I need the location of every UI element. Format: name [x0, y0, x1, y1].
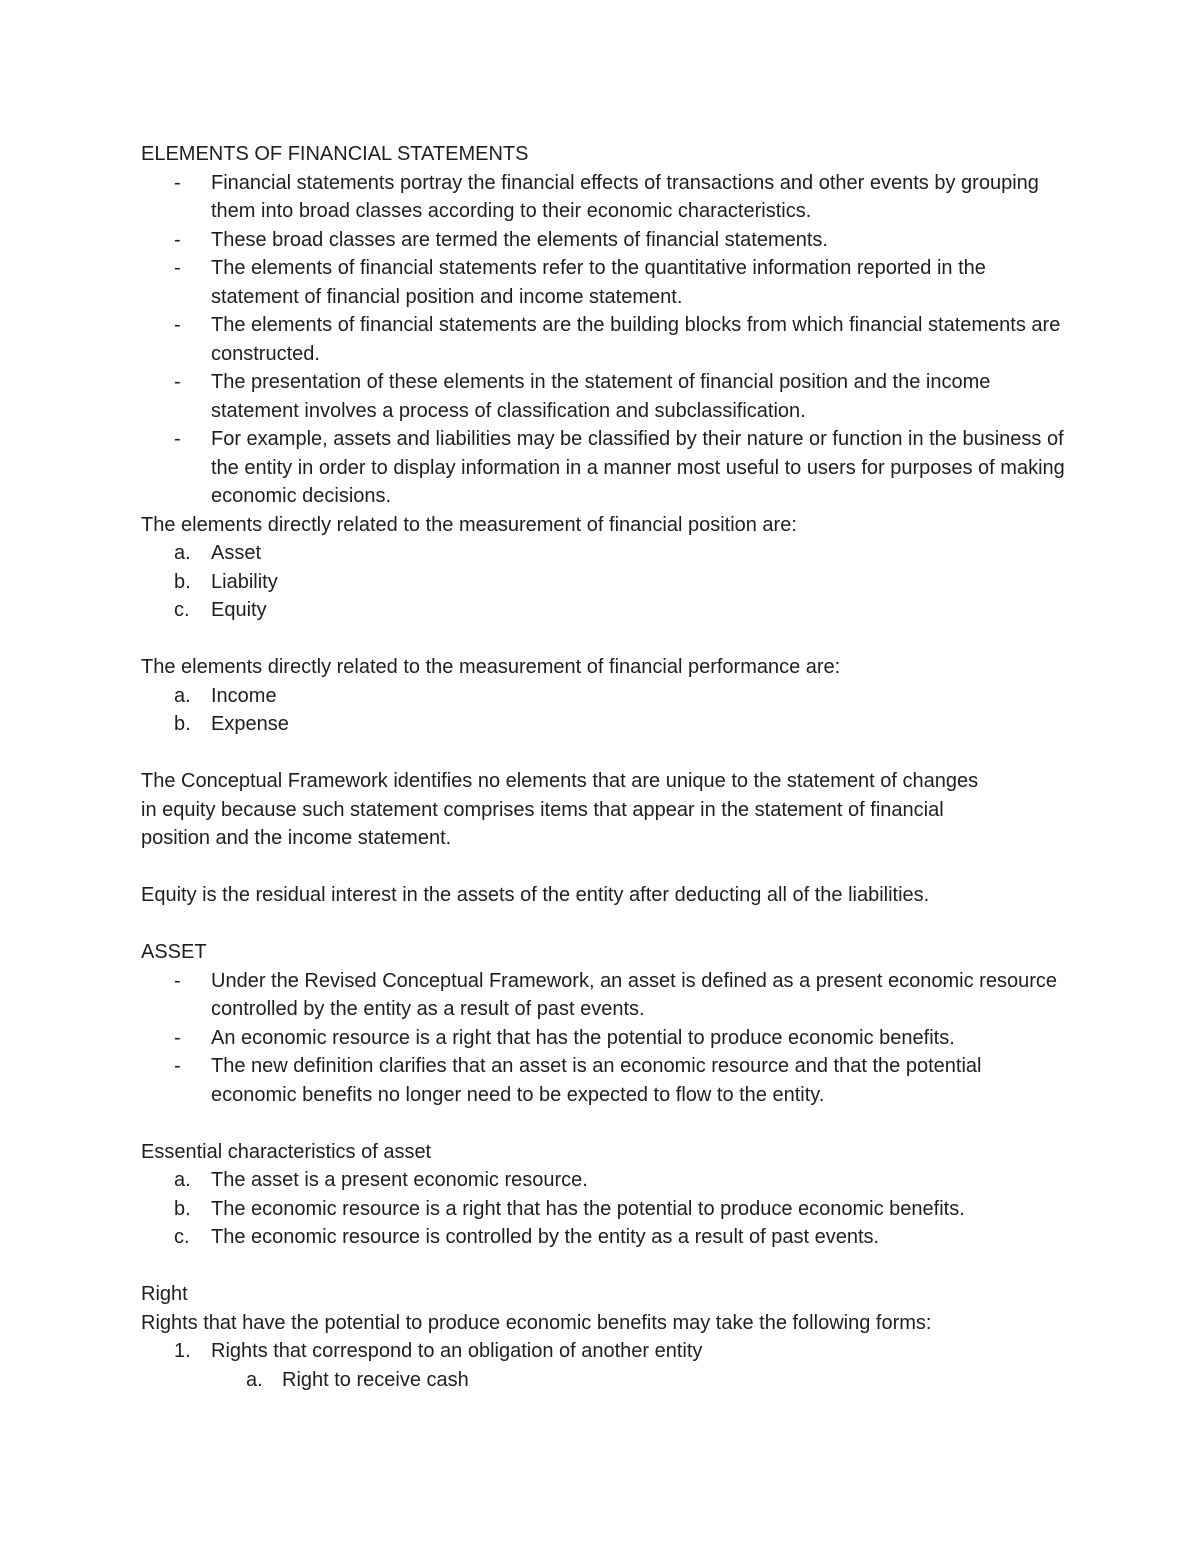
list-item-text: The economic resource is a right that has the potential to produce economic benefits.	[211, 1197, 965, 1220]
list-item-text: Equity	[211, 599, 267, 621]
list-marker: a.	[174, 542, 191, 564]
sub-list-item	[141, 1366, 1071, 1395]
position-list	[141, 539, 1071, 625]
list-item	[141, 254, 1071, 311]
list-item-text: These broad classes are termed the elements of financial statements.	[211, 228, 828, 251]
position-lead: The elements directly related to the measurement of financial position are:	[141, 513, 797, 536]
bullet-marker: -	[174, 428, 181, 450]
list-item-text: The new definition clarifies that an asset is an economic resource and that the potential economic benefits no longer need to be expected to flow to the entity.	[211, 1055, 982, 1106]
bullet-marker: -	[174, 257, 181, 279]
list-marker: c.	[174, 1226, 190, 1248]
list-item	[141, 710, 1071, 739]
framework-paragraph	[141, 767, 1071, 853]
bullet-marker: -	[174, 171, 181, 194]
list-item	[141, 568, 1071, 597]
bullet-marker: -	[174, 228, 181, 251]
spacer	[141, 1252, 1071, 1281]
right-heading: Right	[141, 1283, 188, 1305]
bullet-marker: -	[174, 314, 181, 336]
equity-paragraph: Equity is the residual interest in the assets of the entity after deducting all of the liabilities.	[141, 884, 930, 906]
list-item	[141, 1223, 1071, 1252]
list-item	[141, 1337, 1071, 1366]
list-item	[141, 1024, 1071, 1053]
right-lead: Rights that have the potential to produce economic benefits may take the following forms:	[141, 1311, 932, 1334]
list-item	[141, 539, 1071, 568]
list-marker: b.	[174, 1197, 191, 1220]
list-item	[141, 967, 1071, 1024]
performance-lead: The elements directly related to the measurement of financial performance are:	[141, 656, 841, 678]
list-item	[141, 311, 1071, 368]
list-item	[141, 682, 1071, 711]
list-item-text: Asset	[211, 542, 262, 564]
bullet-marker: -	[174, 1055, 181, 1077]
spacer	[141, 1109, 1071, 1138]
paragraph-line: The Conceptual Framework identifies no elements that are unique to the statement of changes	[141, 770, 979, 792]
right-list	[141, 1337, 1071, 1394]
list-marker: a.	[246, 1368, 263, 1391]
list-marker: 1.	[174, 1340, 191, 1362]
list-item-text: The asset is a present economic resource.	[211, 1169, 588, 1191]
paragraph-line: in equity because such statement comprises items that appear in the statement of financial	[141, 798, 944, 821]
document-page	[141, 140, 1071, 1394]
list-item	[141, 368, 1071, 425]
list-item-text: An economic resource is a right that has the potential to produce economic benefits.	[211, 1026, 955, 1049]
list-item-text: Under the Revised Conceptual Framework, an asset is defined as a present economic resource controlled by the entity as a result of past events.	[211, 969, 1057, 1020]
list-item-text: Expense	[211, 713, 289, 735]
list-marker: c.	[174, 599, 190, 621]
list-item-text: Liability	[211, 570, 278, 593]
list-marker: a.	[174, 684, 191, 707]
list-item	[141, 425, 1071, 511]
essential-heading: Essential characteristics of asset	[141, 1140, 432, 1163]
bullet-marker: -	[174, 371, 181, 393]
spacer	[141, 739, 1071, 768]
list-marker: b.	[174, 570, 191, 593]
asset-heading: ASSET	[141, 941, 207, 963]
spacer	[141, 625, 1071, 654]
list-item	[141, 169, 1071, 226]
list-item	[141, 1052, 1071, 1109]
performance-list	[141, 682, 1071, 739]
spacer	[141, 853, 1071, 882]
document-title: ELEMENTS OF FINANCIAL STATEMENTS	[141, 143, 529, 165]
list-item	[141, 1166, 1071, 1195]
bullet-marker: -	[174, 1026, 181, 1049]
list-item-text: Rights that correspond to an obligation of another entity	[211, 1340, 703, 1362]
intro-bullet-list	[141, 169, 1071, 511]
asset-bullet-list	[141, 967, 1071, 1110]
list-item-text: The economic resource is controlled by the entity as a result of past events.	[211, 1226, 880, 1248]
list-item	[141, 1195, 1071, 1224]
list-item-text: Right to receive cash	[282, 1368, 469, 1391]
list-item	[141, 596, 1071, 625]
bullet-marker: -	[174, 969, 181, 992]
paragraph-line: position and the income statement.	[141, 827, 452, 849]
spacer	[141, 910, 1071, 939]
list-item	[141, 226, 1071, 255]
essential-list	[141, 1166, 1071, 1252]
list-item-text: Financial statements portray the financial effects of transactions and other events by grouping them into broad classes according to their economic characteristics.	[211, 171, 1039, 222]
list-marker: b.	[174, 713, 191, 735]
list-item-text: Income	[211, 684, 277, 707]
list-marker: a.	[174, 1169, 191, 1191]
list-item-text: The elements of financial statements refer to the quantitative information reported in the statement of financial position and income statement.	[211, 257, 986, 308]
list-item-text: For example, assets and liabilities may be classified by their nature or function in the business of the entity in order to display information in a manner most useful to users for purposes of making economic decisions.	[211, 428, 1065, 507]
list-item-text: The elements of financial statements are the building blocks from which financial statements are constructed.	[211, 314, 1061, 365]
list-item-text: The presentation of these elements in the statement of financial position and the income statement involves a process of classification and subclassification.	[211, 371, 991, 422]
